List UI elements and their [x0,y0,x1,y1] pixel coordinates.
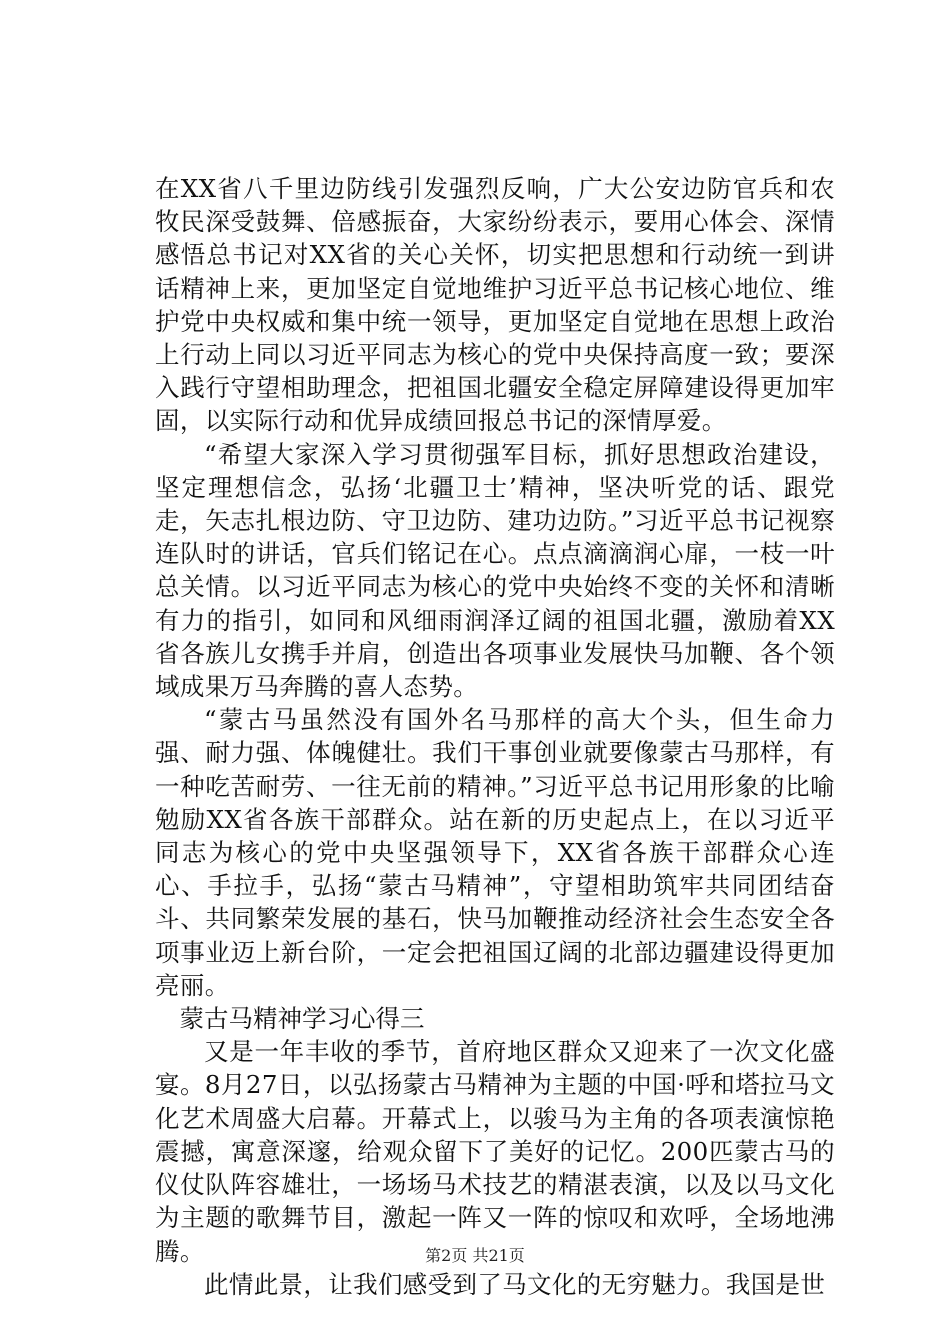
document-body [155,172,835,1301]
section-heading: 蒙古马精神学习心得三 [179,1004,425,1034]
paragraph-1: 在XX省八千里边防线引发强烈反响，广大公安边防官兵和农牧民深受鼓舞、倍感振奋，大家纷纷表示，要用心体会、深情感悟总书记对XX省的关心关怀，切实把思想和行动统一到讲话精神上来，更加坚定自觉地维护习近平总书记核心地位、维护党中央权威和集中统一领导，更加坚定自觉地在思想上政治上行动上同以习近平同志为核心的党中央保持高度一致；要深入践行守望相助理念，把祖国北疆安全稳定屏障建设得更加牢固，以实际行动和优异成绩回报总书记的深情厚爱。 [155,174,835,436]
paragraph-4: 又是一年丰收的季节，首府地区群众又迎来了一次文化盛宴。8月27日，以弘扬蒙古马精神为主题的中国·呼和塔拉马文化艺术周盛大启幕。开幕式上，以骏马为主角的各项表演惊艳震撼，寓意深邃，给观众留下了美好的记忆。200匹蒙古马的仪仗队阵容雄壮，一场场马术技艺的精湛表演，以及以马文化为主题的歌舞节目，激起一阵又一阵的惊叹和欢呼，全场地沸腾。 [155,1037,835,1266]
paragraph-3: “蒙古马虽然没有国外名马那样的高大个头，但生命力强、耐力强、体魄健壮。我们干事创业就要像蒙古马那样，有一种吃苦耐劳、一往无前的精神。”习近平总书记用形象的比喻勉励XX省各族干部群众。站在新的历史起点上，在以习近平同志为核心的党中央坚强领导下，XX省各族干部群众心连心、手拉手，弘扬“蒙古马精神”，守望相助筑牢共同团结奋斗、共同繁荣发展的基石，快马加鞭推动经济社会生态安全各项事业迈上新台阶，一定会把祖国辽阔的北部边疆建设得更加亮丽。 [155,705,835,1000]
paragraph-5: 此情此景，让我们感受到了马文化的无穷魅力。我国是世 [204,1269,826,1299]
paragraph-2: “希望大家深入学习贯彻强军目标，抓好思想政治建设，坚定理想信念，弘扬‘北疆卫士’精神，坚决听党的话、跟党走，矢志扎根边防、守卫边防、建功边防。”习近平总书记视察连队时的讲话，官兵们铭记在心。点点滴滴润心扉，一枝一叶总关情。以习近平同志为核心的党中央始终不变的关怀和清晰有力的指引，如同和风细雨润泽辽阔的祖国北疆，激励着XX省各族儿女携手并肩，创造出各项事业发展快马加鞭、各个领域成果万马奔腾的喜人态势。 [155,439,835,702]
page-number: 第2页 共21页 [425,1246,525,1265]
